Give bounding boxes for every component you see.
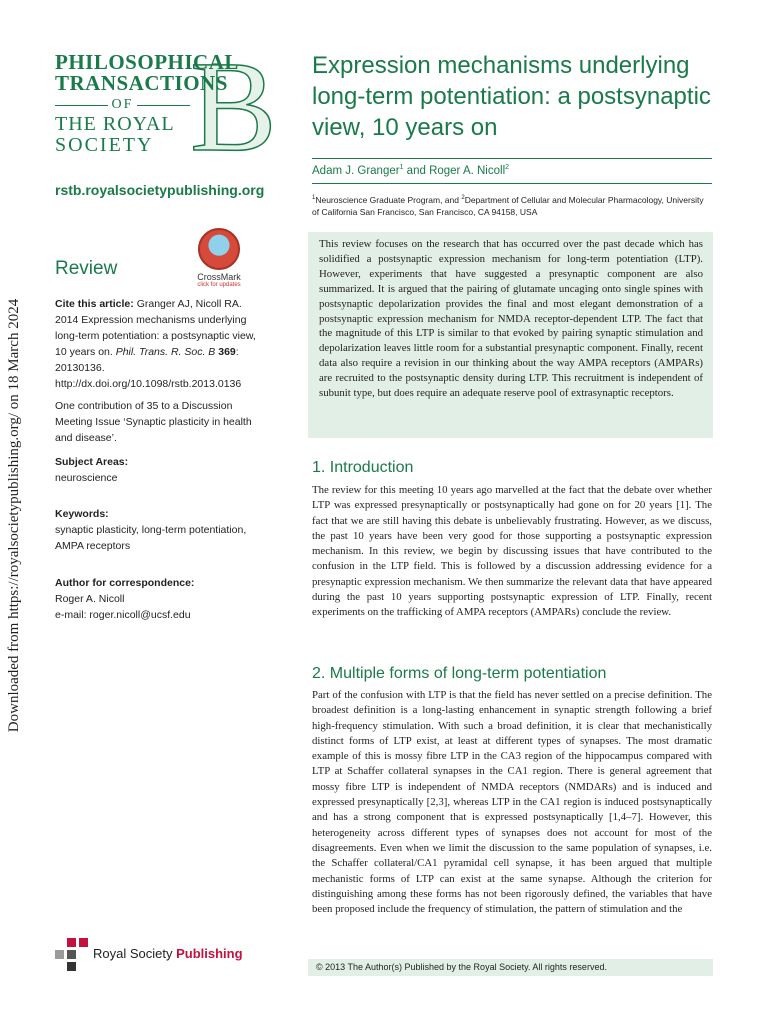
cite-doi-link[interactable]: http://dx.doi.org/10.1098/rstb.2013.0136 <box>55 378 242 390</box>
author-2[interactable]: Roger A. Nicoll <box>429 164 506 177</box>
keywords-label: Keywords: <box>55 508 109 520</box>
correspondence-email[interactable]: e-mail: roger.nicoll@ucsf.edu <box>55 609 191 621</box>
journal-logo-line2: TRANSACTIONS <box>55 71 228 95</box>
correspondence-label: Author for correspondence: <box>55 577 195 589</box>
subject-areas-label: Subject Areas: <box>55 456 129 468</box>
publisher-name: Royal Society Publishing <box>93 946 243 961</box>
affiliation: $^1$Neuroscience Graduate Program, and $^2$Department of Cellular and Molecular Pharmacology, University of California San Francisco, San Francisco, CA 94158, USA <box>312 194 704 217</box>
cite-label: Cite this article: <box>55 298 134 310</box>
cite-article-number: : 20130136. <box>55 346 239 374</box>
copyright-bar: © 2013 The Author(s) Published by the Royal Society. All rights reserved. <box>308 959 713 976</box>
journal-logo-of: OF <box>55 97 190 113</box>
keywords-value: synaptic plasticity, long-term potentiation, AMPA receptors <box>55 524 247 552</box>
cite-text: Granger AJ, Nicoll RA. 2014 Expression mechanisms underlying long-term potentiation: a postsynaptic view, 10 years on. <box>55 298 256 358</box>
journal-logo-line5: SOCIETY <box>55 134 154 156</box>
cite-journal: Phil. Trans. R. Soc. B <box>115 346 216 358</box>
section-1-title: 1. Introduction <box>312 459 414 476</box>
keywords <box>55 506 260 554</box>
crossmark-sub: click for updates <box>197 282 241 288</box>
journal-series-letter: B <box>190 35 277 179</box>
cite-volume: 369 <box>218 346 236 358</box>
article-type-label: Review <box>55 258 118 279</box>
crossmark-name: CrossMark <box>197 272 241 282</box>
contribution-note: One contribution of 35 to a Discussion Meeting Issue ‘Synaptic plasticity in health and disease’. <box>55 400 252 444</box>
journal-logo-line1: PHILOSOPHICAL <box>55 50 239 74</box>
cite-block <box>55 296 260 392</box>
article-title: Expression mechanisms underlying long-term potentiation: a postsynaptic view, 10 years on <box>312 52 711 141</box>
correspondence-name: Roger A. Nicoll <box>55 593 125 605</box>
correspondence <box>55 575 260 623</box>
author-1[interactable]: Adam J. Granger <box>312 164 400 177</box>
section-2-title: 2. Multiple forms of long-term potentiation <box>312 665 607 682</box>
author-list: Adam J. Granger$^1$ and Roger A. Nicoll$^2$ <box>312 158 712 184</box>
download-stamp <box>4 300 26 730</box>
subject-areas-value: neuroscience <box>55 472 118 484</box>
crossmark-icon <box>198 228 240 270</box>
abstract-box: This review focuses on the research that has occurred over the past decade which has solidified a postsynaptic expression mechanism for long-term potentiation (LTP). However, experiments that have suggested a presynaptic component are also summarized. It is argued that the pairing of glutamate uncaging onto single spines with postsynaptic depolarization provides the final and most elegant demonstration of a postsynaptic expression mechanism for NMDA receptor-dependent LTP. The fact that the magnitude of this LTP is similar to that evoked by pairing synaptic stimulation and depolarization leaves little room for a substantial presynaptic component. Finally, recent data also require a revision in our thinking about the way AMPA receptors (AMPARs) are recruited to the postsynaptic density during LTP. This recruitment is independent of subunit type, but does require an adequate reserve pool of extrasynaptic receptors. <box>308 232 713 438</box>
crossmark-badge[interactable] <box>190 228 248 288</box>
publisher-logo <box>55 938 265 974</box>
section-1-text: The review for this meeting 10 years ago marvelled at the fact that the debate over whether LTP was expressed presynaptically or postsynaptically had gone on for 20 years [1]. The fact that we are still having this debate is unbelievably frustrating. However, as we discuss, the past 10 years have been very good for those supporting a postsynaptic expression mechanism. In this review, we begin by discussing issues that have contributed to the confusion in the LTP field. This is followed by a discussion addressing evidence for a presynaptic expression mechanism. We then summarize the relevant data that have appeared during the past 10 years supporting postsynaptic expression of LTP. Finally, recent experiments on the trafficking of AMPA receptors (AMPARs) conclude the review. <box>312 484 712 619</box>
journal-logo-line4: THE ROYAL <box>55 113 175 135</box>
section-2-text: Part of the confusion with LTP is that the field has never settled on a precise definition. The broadest definition is a long-lasting enhancement in synaptic strength following a brief high-frequency stimulation. With such a broad definition, it is clear that mechanistically distinct forms of LTP exist, at least at different types of synapses. The most dramatic example of this is mossy fibre LTP in the CA3 region of the hippocampus compared with LTP at Schaffer collateral synapses in the CA1 region. There is general agreement that mossy fibre LTP is independent of NMDA receptors (NMDARs) and is induced and expressed presynaptically [2,3], whereas LTP in the CA1 region is induced postsynaptically and has a strong component that is expressed postsynaptically [1,4–7]. However, this heterogeneity across different types of synapses does not account for most of the disagreements. Even when we limit the discussion to the same population of synapses, i.e. the Schaffer collateral/CA1 pyramidal cell synapse, it has been argued that multiple mechanistic forms of LTP can exist at the same synapse. Although the criterion for distinguishing among these forms has not been rigorously defined, the variables that have been proposed include the frequency of stimulation, the pattern of stimulation and the <box>312 689 712 916</box>
subject-areas <box>55 454 260 486</box>
royal-society-logo-icon <box>55 938 91 974</box>
journal-logo <box>55 35 277 179</box>
journal-site-link[interactable]: rstb.royalsocietypublishing.org <box>55 182 265 198</box>
download-stamp-text: Downloaded from https://royalsocietypublishing.org/ on 18 March 2024 <box>6 298 23 732</box>
